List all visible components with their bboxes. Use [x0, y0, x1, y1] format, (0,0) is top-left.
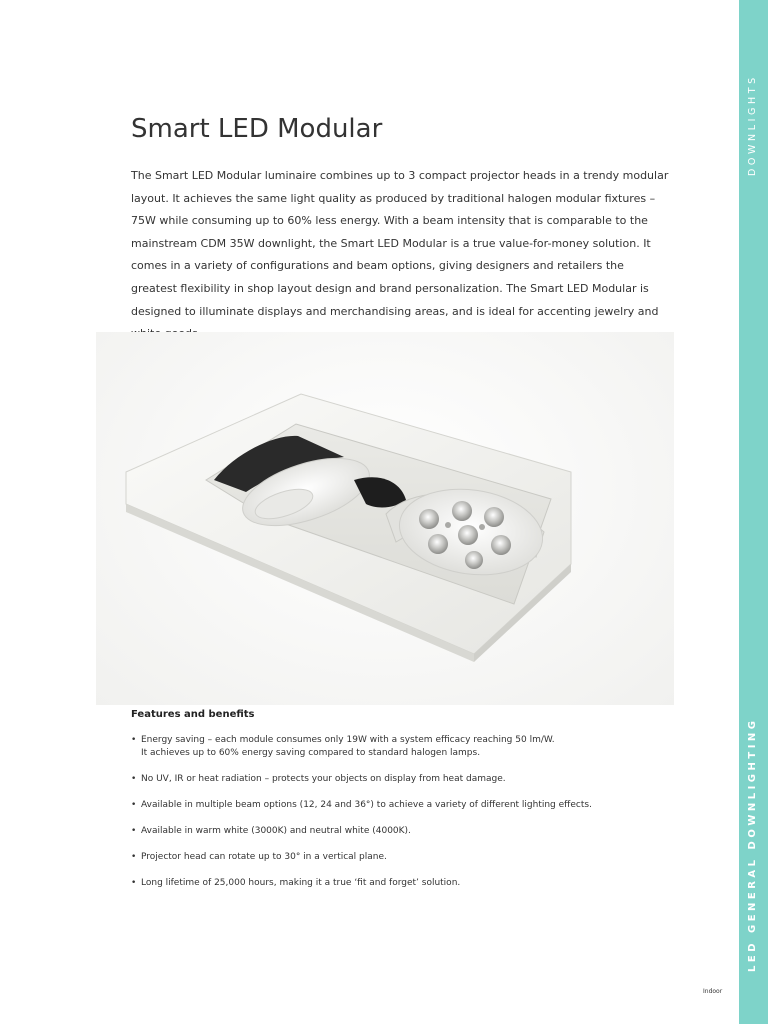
product-photo [96, 332, 674, 705]
features-list [131, 734, 691, 903]
feature-item [131, 734, 691, 760]
feature-text-continued: It achieves up to 60% energy saving compared to standard halogen lamps. [141, 748, 481, 758]
feature-text: Available in warm white (3000K) and neutral white (4000K). [141, 826, 411, 836]
feature-text: Energy saving – each module consumes only 19W with a system efficacy reaching 50 lm/W. [141, 735, 555, 745]
section-family-label: LED GENERAL DOWNLIGHTING [747, 717, 758, 972]
feature-item [131, 825, 691, 838]
feature-item [131, 799, 691, 812]
footer-note: Indoor [703, 988, 723, 995]
product-title: Smart LED Modular [131, 114, 383, 144]
product-intro: The Smart LED Modular luminaire combines up to 3 compact projector heads in a trendy modular layout. It achieves the same light quality as produced by traditional halogen modular fixtures – 75W while consuming up to 60% less energy. With a beam intensity that is comparable to the mainstream CDM 35W downlight, the Smart LED Modular is a true value-for-money solution. It comes in a variety of configurations and beam options, giving designers and retailers the greatest flexibility in shop layout design and brand personalization. The Smart LED Modular is designed to illuminate displays and merchandising areas, and is ideal for accenting jewelry and [131, 169, 669, 318]
section-category-label: DOWNLIGHTS [747, 74, 758, 176]
feature-text: Projector head can rotate up to 30° in a vertical plane. [141, 852, 387, 862]
feature-item [131, 877, 691, 890]
feature-text: Long lifetime of 25,000 hours, making it a true ‘fit and forget’ solution. [141, 878, 461, 888]
feature-item [131, 851, 691, 864]
feature-text: No UV, IR or heat radiation – protects your objects on display from heat damage. [141, 774, 506, 784]
feature-text: Available in multiple beam options (12, 24 and 36°) to achieve a variety of different lighting effects. [141, 800, 592, 810]
feature-item [131, 773, 691, 786]
features-heading: Features and benefits [131, 709, 255, 720]
